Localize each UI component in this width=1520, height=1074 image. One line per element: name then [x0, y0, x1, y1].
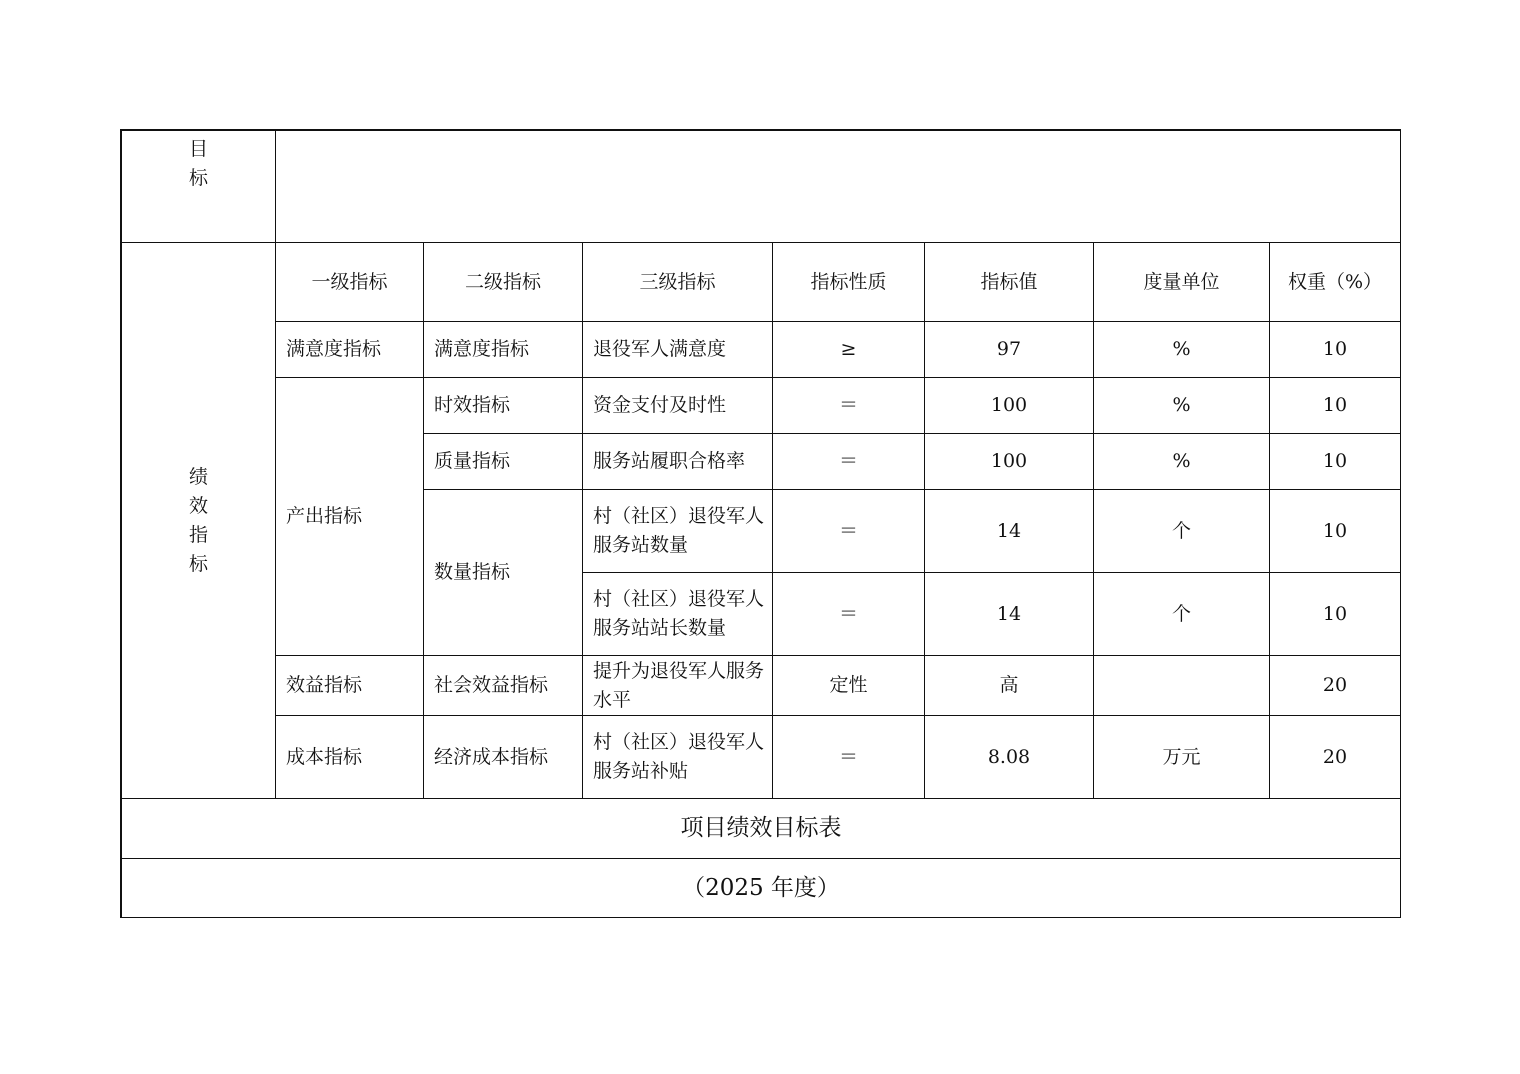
header-l2: 二级指标	[424, 243, 583, 322]
benefit-nature: 定性	[773, 656, 925, 716]
cost-l3: 村（社区）退役军人服务站补贴	[583, 716, 773, 799]
cost-weight: 20	[1270, 716, 1401, 799]
quantity-a-value: 14	[925, 490, 1094, 573]
target-label-cell	[122, 131, 276, 243]
table-title: 项目绩效目标表	[122, 799, 1401, 859]
quantity-a-weight: 10	[1270, 490, 1401, 573]
target-content-cell	[276, 131, 1401, 243]
benefit-unit	[1094, 656, 1270, 716]
satisfaction-l1: 满意度指标	[276, 322, 424, 378]
quality-nature: ＝	[773, 434, 925, 490]
quantity-a-unit: 个	[1094, 490, 1270, 573]
satisfaction-unit: %	[1094, 322, 1270, 378]
timeliness-unit: %	[1094, 378, 1270, 434]
benefit-l1: 效益指标	[276, 656, 424, 716]
quality-l3: 服务站履职合格率	[583, 434, 773, 490]
timeliness-value: 100	[925, 378, 1094, 434]
quantity-l2: 数量指标	[424, 490, 583, 656]
benefit-value: 高	[925, 656, 1094, 716]
quantity-b-weight: 10	[1270, 573, 1401, 656]
cost-l2: 经济成本指标	[424, 716, 583, 799]
benefit-l3: 提升为退役军人服务水平	[583, 656, 773, 716]
satisfaction-weight: 10	[1270, 322, 1401, 378]
quantity-b-nature: ＝	[773, 573, 925, 656]
perf-label-char: 标	[188, 552, 208, 575]
output-l1: 产出指标	[276, 378, 424, 656]
perf-label-char: 指	[188, 523, 208, 546]
cost-unit: 万元	[1094, 716, 1270, 799]
quality-l2: 质量指标	[424, 434, 583, 490]
perf-label-cell	[122, 243, 276, 799]
satisfaction-value: 97	[925, 322, 1094, 378]
quality-weight: 10	[1270, 434, 1401, 490]
quantity-a-l3: 村（社区）退役军人服务站数量	[583, 490, 773, 573]
quality-value: 100	[925, 434, 1094, 490]
timeliness-l2: 时效指标	[424, 378, 583, 434]
benefit-l2: 社会效益指标	[424, 656, 583, 716]
cost-value: 8.08	[925, 716, 1094, 799]
quantity-b-l3: 村（社区）退役军人服务站站长数量	[583, 573, 773, 656]
satisfaction-nature: ≥	[773, 322, 925, 378]
timeliness-weight: 10	[1270, 378, 1401, 434]
cost-l1: 成本指标	[276, 716, 424, 799]
perf-label-char: 效	[188, 494, 208, 517]
timeliness-l3: 资金支付及时性	[583, 378, 773, 434]
benefit-weight: 20	[1270, 656, 1401, 716]
header-weight: 权重（%）	[1270, 243, 1401, 322]
header-nature: 指标性质	[773, 243, 925, 322]
satisfaction-l2: 满意度指标	[424, 322, 583, 378]
quantity-a-nature: ＝	[773, 490, 925, 573]
cost-nature: ＝	[773, 716, 925, 799]
header-unit: 度量单位	[1094, 243, 1270, 322]
table-year: （2025 年度）	[122, 859, 1401, 918]
satisfaction-l3: 退役军人满意度	[583, 322, 773, 378]
header-value: 指标值	[925, 243, 1094, 322]
performance-table	[120, 129, 1401, 918]
target-label-char: 标	[188, 167, 208, 189]
target-label-char: 目	[188, 138, 208, 160]
quantity-b-unit: 个	[1094, 573, 1270, 656]
quantity-b-value: 14	[925, 573, 1094, 656]
quality-unit: %	[1094, 434, 1270, 490]
perf-label-char: 绩	[188, 465, 208, 488]
header-l3: 三级指标	[583, 243, 773, 322]
header-l1: 一级指标	[276, 243, 424, 322]
timeliness-nature: ＝	[773, 378, 925, 434]
